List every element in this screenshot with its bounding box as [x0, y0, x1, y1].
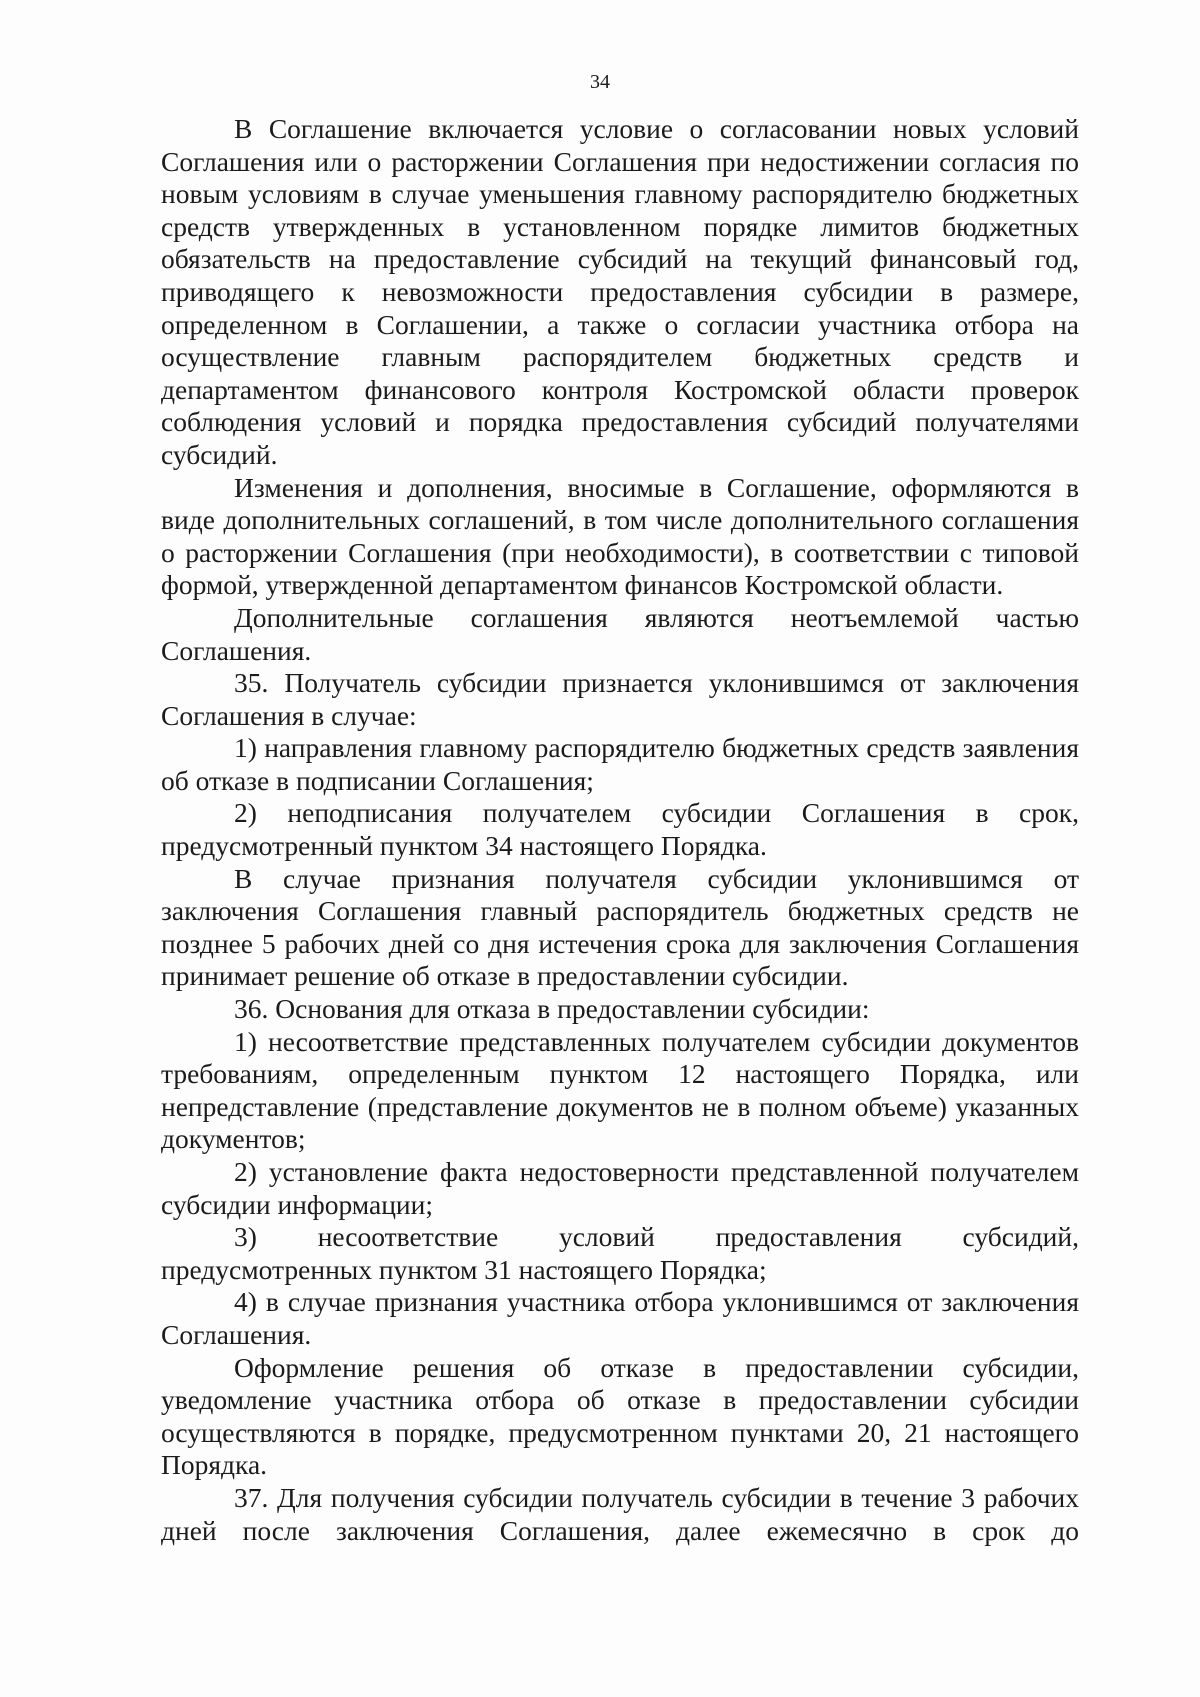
paragraph-item-36: 36. Основания для отказа в предоставлении субсидии:	[234, 993, 870, 1025]
paragraph-item-36-sub-1: 1) несоответствие представленных получателем субсидии документов требованиям, определенным пунктом 12 настоящего Порядка, или непредставление (представление документов не в полном объеме) указанных документов;	[161, 1025, 1079, 1155]
paragraph-item-36-sub-2: 2) установление факта недостоверности представленной получателем субсидии информации;	[161, 1156, 1079, 1220]
paragraph-supplementary-agreements: Дополнительные соглашения являются неотъемлемой частью Соглашения.	[161, 601, 1079, 666]
paragraph-item-35-sub-2: 2) неподписания получателем субсидии Соглашения в срок, предусмотренный пунктом 34 настоящего Порядка.	[161, 797, 1079, 862]
document-body	[161, 113, 1079, 1547]
paragraph-agreement-conditions: В Соглашение включается условие о согласовании новых условий Соглашения или о расторжении Соглашения при недостижении согласия по новым условиям в случае уменьшения главному распорядителю бюджетных средств утвержденных в установленном порядке лимитов бюджетных обязательств на предоставление субсидий на текущий финансовый год, приводящего к невозможности предоставления субсидии в размере, определенном в Соглашении, а также о согласии участника отбора на осуществление главным распорядителем бюджетных средств и департаментом финансового контроля Костромской области проверок соблюдения условий и порядка предоставления субсидий получателями субсидий.	[161, 113, 1079, 470]
paragraph-item-37: 37. Для получения субсидии получатель субсидии в течение 3 рабочих дней после заключения Соглашения, далее ежемесячно в срок до	[161, 1481, 1079, 1546]
paragraph-amendments: Изменения и дополнения, вносимые в Соглашение, оформляются в виде дополнительных соглашений, в том числе дополнительного соглашения о расторжении Соглашения (при необходимости), в соответствии с типовой формой, утвержденной департаментом финансов Костромской области.	[161, 471, 1079, 601]
paragraph-item-35-sub-1: 1) направления главному распорядителю бюджетных средств заявления об отказе в подписании Соглашения;	[161, 732, 1079, 796]
page-number: 34	[590, 71, 610, 93]
paragraph-item-35: 35. Получатель субсидии признается уклонившимся от заключения Соглашения в случае:	[161, 667, 1079, 731]
paragraph-item-36-sub-3: 3) несоответствие условий предоставления субсидий, предусмотренных пунктом 31 настоящего Порядка;	[161, 1221, 1079, 1285]
paragraph-evasion-decision: В случае признания получателя субсидии уклонившимся от заключения Соглашения главный распорядитель бюджетных средств не позднее 5 рабочих дней со дня истечения срока для заключения Соглашения принимает решение об отказе в предоставлении субсидии.	[161, 862, 1079, 992]
paragraph-item-36-sub-4: 4) в случае признания участника отбора уклонившимся от заключения Соглашения.	[161, 1286, 1079, 1350]
paragraph-refusal-procedure: Оформление решения об отказе в предоставлении субсидии, уведомление участника отбора об отказе в предоставлении субсидии осуществляются в порядке, предусмотренном пунктами 20, 21 настоящего Порядка.	[161, 1351, 1079, 1481]
